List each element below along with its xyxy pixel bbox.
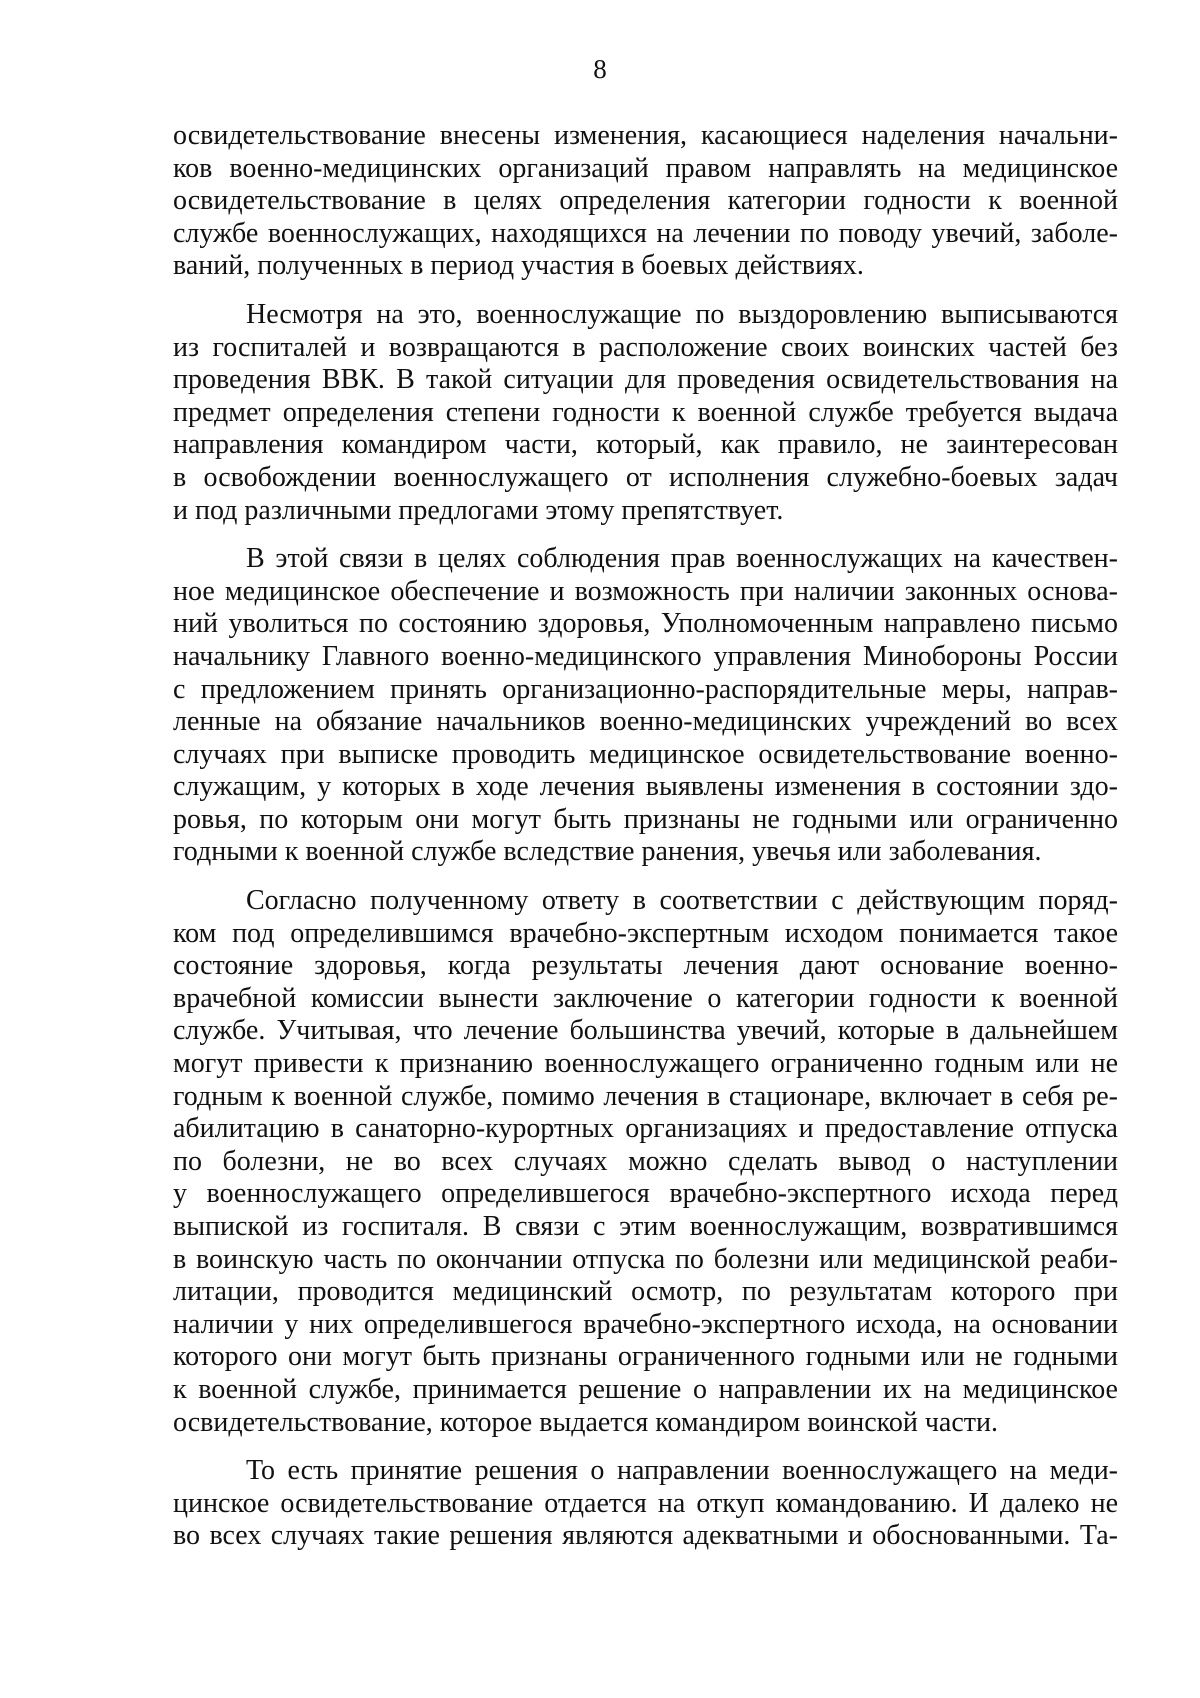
text-line: проведения ВВК. В такой ситуации для проведения освидетельствования на — [173, 364, 1118, 396]
text-line: предмет определения степени годности к военной службе требуется выдача — [173, 396, 1118, 428]
text-line: и под различными предлогами этому препятствует. — [173, 494, 784, 526]
text-line: освидетельствование, которое выдается командиром воинской части. — [173, 1406, 999, 1438]
text-line: службе военнослужащих, находящихся на лечении по поводу увечий, заболе- — [173, 217, 1118, 249]
text-line: начальнику Главного военно-медицинского управления Минобороны России — [173, 640, 1118, 672]
paragraph-3 — [173, 543, 1118, 869]
text-line: ровья, по которым они могут быть признаны не годными или ограниченно — [173, 803, 1118, 835]
page-number: 8 — [593, 54, 607, 84]
text-line: в воинскую часть по окончании отпуска по болезни или медицинской реаби- — [173, 1243, 1118, 1275]
text-line: литации, проводится медицинский осмотр, по результатам которого при — [173, 1276, 1118, 1308]
text-line: с предложением принять организационно-распорядительные меры, направ- — [173, 673, 1118, 705]
text-line: ком под определившимся врачебно-экспертным исходом понимается такое — [173, 917, 1118, 949]
text-line: выпиской из госпиталя. В связи с этим военнослужащим, возвратившимся — [173, 1211, 1118, 1242]
document-body — [173, 120, 1118, 1569]
text-line: годными к военной службе вследствие ранения, увечья или заболевания. — [173, 836, 1042, 868]
text-line: Несмотря на это, военнослужащие по выздоровлению выписываются — [246, 298, 1118, 330]
text-line: направления командиром части, который, как правило, не заинтересован — [173, 429, 1118, 461]
paragraph-1 — [173, 120, 1118, 283]
text-line: которого они могут быть признаны ограниченного годными или не годными — [173, 1341, 1118, 1373]
text-line: по болезни, не во всех случаях можно сделать вывод о наступлении — [173, 1145, 1118, 1177]
text-line: у военнослужащего определившегося врачебно-экспертного исхода перед — [173, 1178, 1118, 1210]
text-line: случаях при выписке проводить медицинское освидетельствование военно- — [173, 738, 1118, 770]
paragraph-5 — [173, 1455, 1118, 1553]
text-line: могут привести к признанию военнослужащего ограниченно годным или не — [173, 1048, 1118, 1080]
text-line: наличии у них определившегося врачебно-экспертного исхода, на основании — [173, 1308, 1118, 1340]
text-line: абилитацию в санаторно-курортных организациях и предоставление отпуска — [173, 1113, 1118, 1145]
text-line: во всех случаях такие решения являются адекватными и обоснованными. Та- — [173, 1520, 1118, 1552]
text-line: освидетельствование в целях определения категории годности к военной — [173, 185, 1118, 217]
text-line: служащим, у которых в ходе лечения выявлены изменения в состоянии здо- — [173, 771, 1118, 803]
text-line: ваний, полученных в период участия в боевых действиях. — [173, 250, 864, 282]
text-line: состояние здоровья, когда результаты лечения дают основание военно- — [173, 950, 1118, 982]
text-line: ков военно-медицинских организаций правом направлять на медицинское — [173, 152, 1118, 184]
text-line: То есть принятие решения о направлении военнослужащего на меди- — [246, 1455, 1118, 1487]
text-line: Согласно полученному ответу в соответствии с действующим поряд- — [246, 885, 1118, 917]
text-line: освидетельствование внесены изменения, касающиеся наделения начальни- — [173, 120, 1118, 151]
text-line: в освобождении военнослужащего от исполнения служебно-боевых задач — [173, 461, 1118, 493]
text-line: В этой связи в целях соблюдения прав военнослужащих на качествен- — [246, 543, 1118, 575]
text-line: ний уволиться по состоянию здоровья, Уполномоченным направлено письмо — [173, 608, 1118, 640]
text-line: ленные на обязание начальников военно-медицинских учреждений во всех — [173, 706, 1118, 738]
text-line: ное медицинское обеспечение и возможность при наличии законных основа- — [173, 575, 1118, 607]
text-line: врачебной комиссии вынести заключение о категории годности к военной — [173, 982, 1118, 1014]
text-line: годным к военной службе, помимо лечения в стационаре, включает в себя ре- — [173, 1080, 1118, 1112]
paragraph-4 — [173, 885, 1118, 1439]
text-line: к военной службе, принимается решение о направлении их на медицинское — [173, 1373, 1118, 1405]
text-line: цинское освидетельствование отдается на откуп командованию. И далеко не — [173, 1487, 1118, 1519]
text-line: из госпиталей и возвращаются в расположение своих воинских частей без — [173, 331, 1118, 363]
text-line: службе. Учитывая, что лечение большинства увечий, которые в дальнейшем — [173, 1015, 1118, 1047]
paragraph-2 — [173, 299, 1118, 527]
